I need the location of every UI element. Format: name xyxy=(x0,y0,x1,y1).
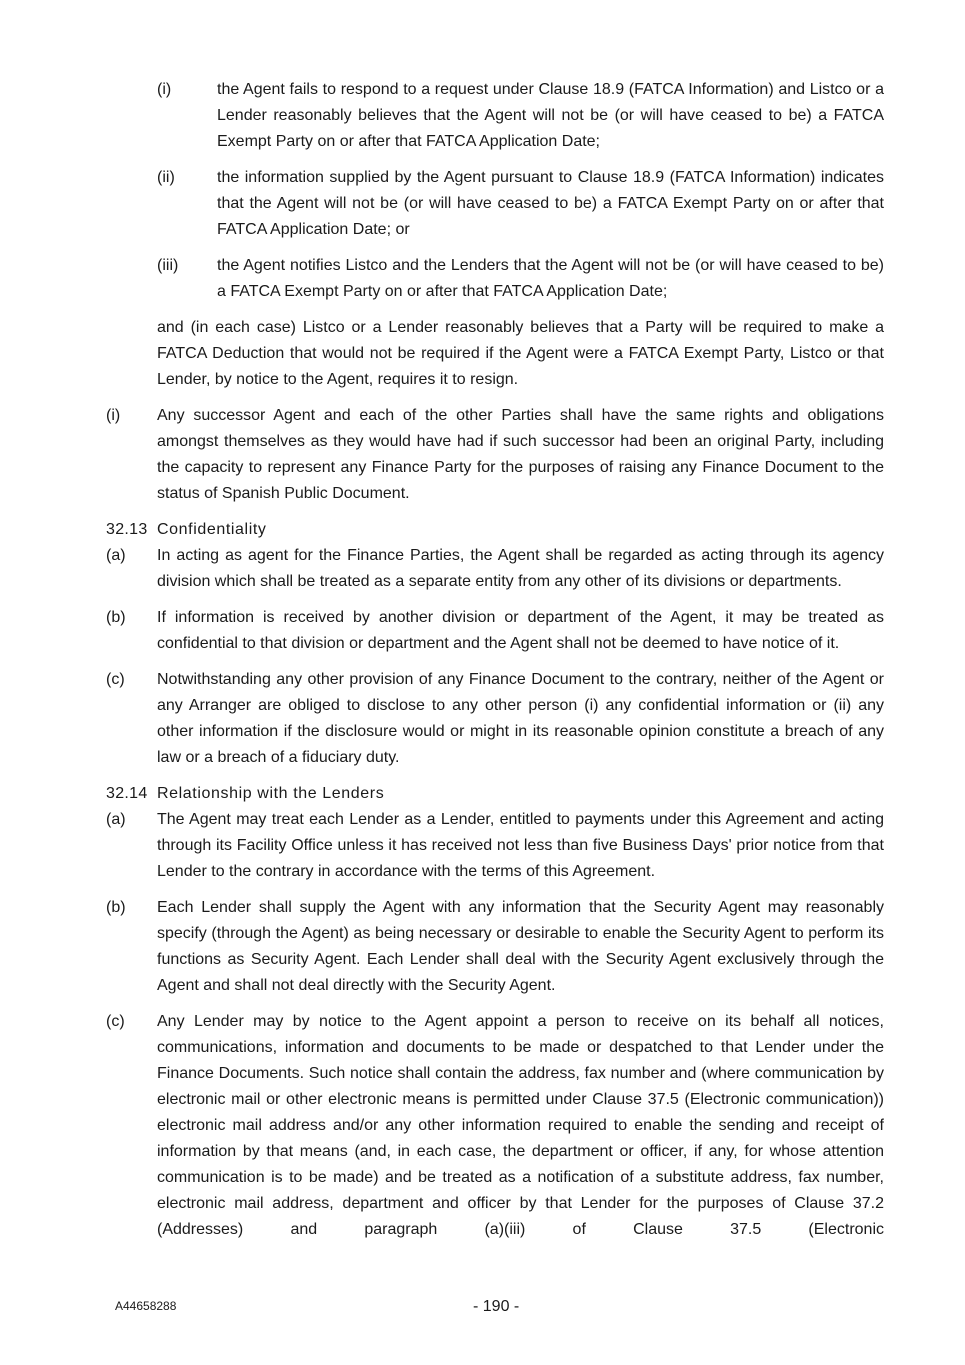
item-label: (a) xyxy=(106,811,126,828)
section-title: Confidentiality xyxy=(157,521,267,538)
item-label: (i) xyxy=(157,81,172,98)
item-text: the information supplied by the Agent pursuant to Clause 18.9 (FATCA Information) indicates that the Agent will not be (or will have ceased to be) a FATCA Exempt Party on or after that FATCA Application Date; or xyxy=(217,169,884,238)
continuation-paragraph xyxy=(157,315,884,393)
item-label: (b) xyxy=(106,899,126,916)
item-text: Any Lender may by notice to the Agent appoint a person to receive on its behalf all notices, communications, information and documents to be made or despatched to that Lender under the Finance Documents. Such notice shall contain the address, fax number and (where communication by electronic mail or other electronic means is permitted under Clause 37.5 (Electronic communication)) electronic mail address and/or any other information required to enable the sending and receipt of information by that means (and, in each case, the department or officer, if any, for whose attention communication is to be made) and be treated as a notification of a substitute address, fax number, electronic mail address, department and officer by that Lender for the purposes of Clause 37.2 (Addresses) and paragraph (a)(iii) of Clause 37.5 (Electronic xyxy=(157,1013,884,1238)
item-text: In acting as agent for the Finance Parties, the Agent shall be regarded as acting through its agency division which shall be treated as a separate entity from any other of its divisions or departments. xyxy=(157,547,884,590)
paragraph-a xyxy=(106,543,884,595)
item-text: the Agent notifies Listco and the Lenders that the Agent will not be (or will have ceased to be) a FATCA Exempt Party on or after that FATCA Application Date; xyxy=(217,257,884,300)
item-label: (i) xyxy=(106,407,121,424)
item-text: If information is received by another division or department of the Agent, it may be treated as confidential to that division or department and the Agent shall not be deemed to have notice of it. xyxy=(157,609,884,652)
item-label: (c) xyxy=(106,1013,125,1030)
section-title: Relationship with the Lenders xyxy=(157,785,385,802)
paragraph-b xyxy=(106,605,884,657)
document-reference: A44658288 xyxy=(115,1299,177,1313)
sub-item-iii xyxy=(157,253,884,305)
item-text: the Agent fails to respond to a request under Clause 18.9 (FATCA Information) and Listco or a Lender reasonably believes that the Agent will not be (or will have ceased to be) a FATCA Exempt Party on or after that FATCA Application Date; xyxy=(217,81,884,150)
item-label: (ii) xyxy=(157,169,175,186)
section-number: 32.14 xyxy=(106,785,148,802)
item-text: Notwithstanding any other provision of any Finance Document to the contrary, neither of the Agent or any Arranger are obliged to disclose to any other person (i) any confidential information or (ii) any other information if the disclosure would or might in its reasonable opinion constitute a breach of any law or a breach of a fiduciary duty. xyxy=(157,671,884,766)
item-label: (iii) xyxy=(157,257,179,274)
sub-item-i xyxy=(157,77,884,155)
paragraph-a xyxy=(106,807,884,885)
section-heading-32-13 xyxy=(106,517,267,543)
item-label: (a) xyxy=(106,547,126,564)
page-number: - 190 - xyxy=(473,1298,520,1315)
paragraph-b xyxy=(106,895,884,999)
item-label: (c) xyxy=(106,671,125,688)
item-label: (b) xyxy=(106,609,126,626)
section-heading-32-14 xyxy=(106,781,384,807)
paragraph-text: and (in each case) Listco or a Lender reasonably believes that a Party will be required to make a FATCA Deduction that would not be required if the Agent were a FATCA Exempt Party, Listco or that Lender, by notice to the Agent, requires it to resign. xyxy=(157,319,884,388)
item-text: Each Lender shall supply the Agent with any information that the Security Agent may reasonably specify (through the Agent) as being necessary or desirable to enable the Security Agent to perform its functions as Security Agent. Each Lender shall deal with the Security Agent exclusively through the Agent and shall not deal directly with the Security Agent. xyxy=(157,899,884,994)
sub-item-ii xyxy=(157,165,884,243)
paragraph-i xyxy=(106,403,884,507)
item-text: Any successor Agent and each of the other Parties shall have the same rights and obligations amongst themselves as they would have had if such successor had been an original Party, including the capacity to represent any Finance Party for the purposes of raising any Finance Document to the status of Spanish Public Document. xyxy=(157,407,884,502)
paragraph-c xyxy=(106,667,884,771)
paragraph-c xyxy=(106,1009,884,1243)
item-text: The Agent may treat each Lender as a Lender, entitled to payments under this Agreement and acting through its Facility Office unless it has received not less than five Business Days' prior notice from that Lender to the contrary in accordance with the terms of this Agreement. xyxy=(157,811,884,880)
section-number: 32.13 xyxy=(106,521,148,538)
